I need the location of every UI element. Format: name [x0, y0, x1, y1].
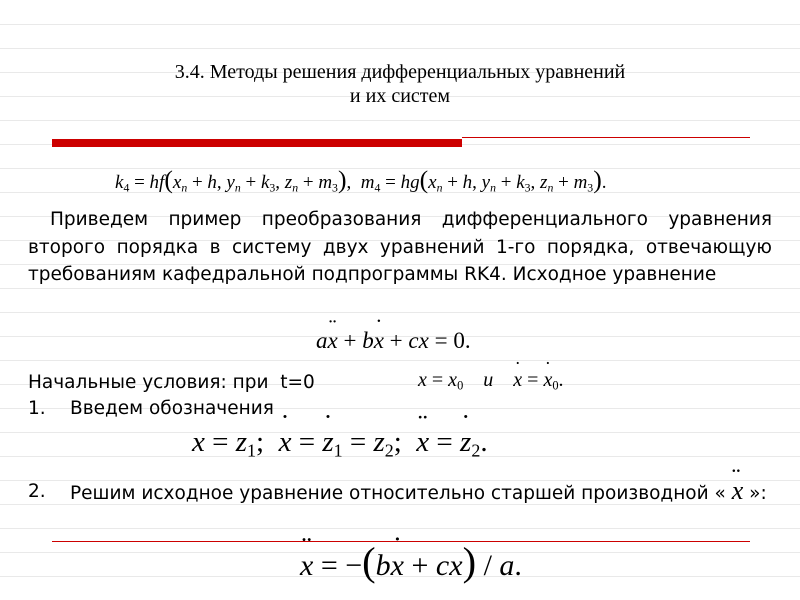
item-1-text: Введем обозначения [70, 398, 274, 419]
title-accent-bar [52, 139, 462, 147]
intro-text: Приведем пример преобразования дифференциального уравнения второго порядка в систему двух уравнений 1-го порядка, отвечающую требованиям кафедральной подпрограммы RK4. Исходное уравнение [28, 209, 772, 285]
formula-x-double-dot-inline: x ¨ [732, 476, 744, 505]
formula-result: x ¨ = −(bx ˙ + cx) / a. [300, 538, 522, 585]
initial-conditions-t: t=0 [280, 372, 315, 393]
item-1-number: 1. [28, 398, 46, 419]
formula-initial-conditions: $x = x_0$ и x ˙ = x $˙_0$. [418, 369, 564, 394]
item-2-text-before: Решим исходное уравнение относительно старшей производной « [70, 483, 726, 504]
item-2-text-after: »: [749, 483, 767, 504]
formula-original-equation: ax ¨ + bx ˙ + cx = 0. [316, 328, 471, 354]
slide-title [100, 60, 700, 108]
item-2-number: 2. [28, 481, 46, 502]
title-line-1: 3.4. Методы решения дифференциальных уравнений [174, 61, 626, 83]
initial-conditions [28, 369, 315, 397]
title-line-2: и их систем [349, 85, 451, 107]
intro-paragraph [28, 206, 772, 289]
title-accent-line [462, 137, 750, 138]
and-word: и [483, 369, 494, 391]
initial-conditions-label: Начальные условия: при [28, 372, 269, 393]
formula-k4-m4: $k_4 = hf(x_n + h$, $y_n + k_3$, $z_n + m_3$), $m_4 = hg(x_n + h$, $y_n + k_3$, $z_n + m_3$). [115, 165, 607, 195]
item-2-text [70, 476, 772, 506]
formula-notation: $x = z_1$; x ˙ = z $˙_1 = z_2$; x ¨ = z $˙_2$. [192, 426, 488, 461]
